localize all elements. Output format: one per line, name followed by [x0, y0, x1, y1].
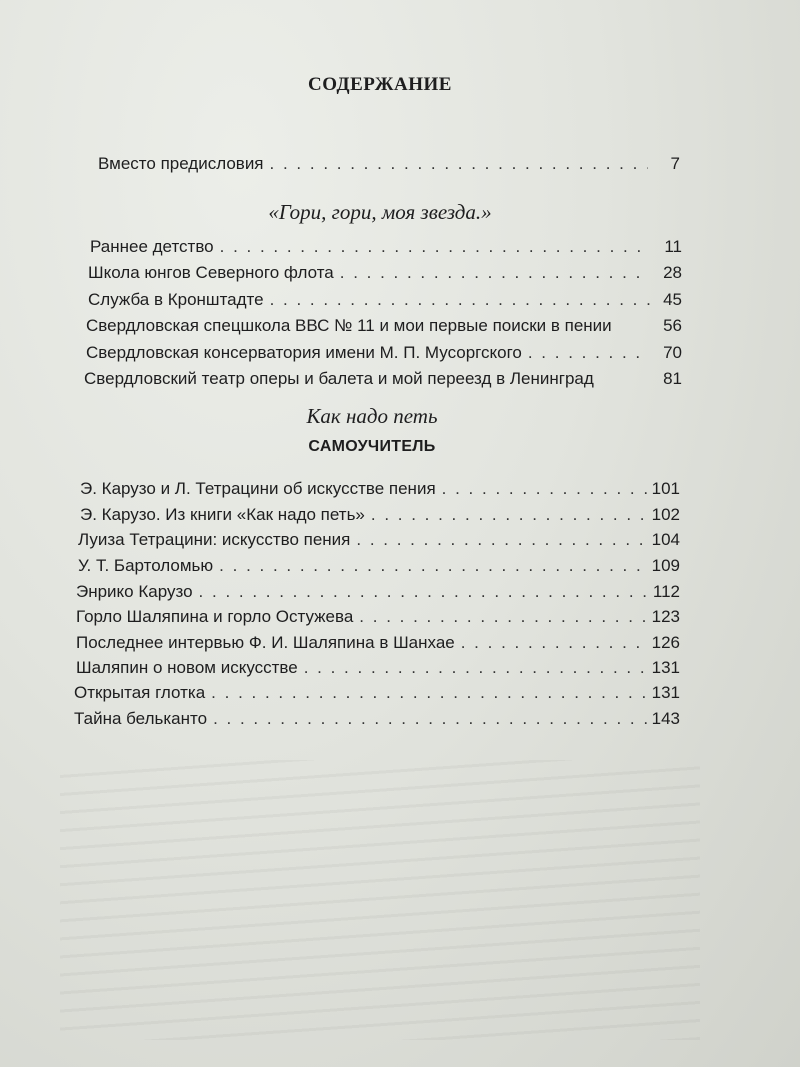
toc-entry [88, 289, 682, 311]
toc-entry-label: У. Т. Бартоломью [78, 556, 214, 575]
toc-entry [74, 682, 680, 704]
toc-entry [90, 236, 682, 258]
leader-dots [340, 262, 650, 284]
toc-entry-label: Свердловская спецшкола ВВС № 11 и мои первые поиски в пении [86, 316, 612, 335]
toc-title: СОДЕРЖАНИЕ [308, 74, 452, 95]
toc-entry-page: 126 [651, 633, 680, 652]
toc-entry [76, 632, 680, 654]
toc-entry-intro [98, 153, 680, 175]
toc-entry [80, 478, 680, 500]
toc-entry-label: Свердловский театр оперы и балета и мой переезд в Ленинград [84, 369, 594, 388]
toc-entry-page: 45 [663, 290, 682, 309]
toc-entry-page: 56 [663, 316, 682, 335]
toc-entry [78, 529, 680, 551]
toc-entry-page: 11 [664, 237, 682, 256]
leader-dots [528, 342, 650, 364]
toc-entry-label: Шаляпин о новом искусстве [76, 658, 298, 677]
toc-entry-label: Последнее интервью Ф. И. Шаляпина в Шанхае [76, 633, 455, 652]
toc-entry-label: Раннее детство [90, 237, 214, 256]
toc-entry-page: 28 [663, 263, 682, 282]
leader-dots [270, 153, 648, 175]
toc-entry-label: Луиза Тетрацини: искусство пения [78, 530, 351, 549]
toc-entry-page: 131 [651, 683, 680, 702]
leader-dots [211, 682, 647, 704]
leader-dots [219, 555, 647, 577]
toc-entry [76, 657, 680, 679]
toc-entry-page: 7 [670, 154, 680, 173]
part2-title: Как надо петь [306, 404, 438, 428]
toc-entry-page: 81 [663, 369, 682, 388]
toc-entry-label: Тайна бельканто [74, 709, 208, 728]
toc-entry [86, 315, 682, 337]
toc-entry-page: 104 [651, 530, 680, 549]
leader-dots [461, 632, 648, 654]
toc-entry-page: 102 [651, 505, 680, 524]
toc-entry-label: Свердловская консерватория имени М. П. Мусоргского [86, 343, 522, 362]
toc-entry-label: Э. Карузо. Из книги «Как надо петь» [80, 505, 365, 524]
leader-dots [304, 657, 648, 679]
leader-dots [356, 529, 647, 551]
toc-entry-page: 70 [663, 343, 682, 362]
leader-dots [270, 289, 650, 311]
toc-entry-label: Открытая глотка [74, 683, 206, 702]
leader-dots [442, 478, 648, 500]
leader-dots [220, 236, 650, 258]
toc-entry [88, 262, 682, 284]
toc-entry-page: 112 [652, 582, 680, 601]
toc-entry [76, 581, 680, 603]
toc-entry-label: Вместо предисловия [98, 154, 264, 173]
leader-dots [213, 708, 648, 730]
toc-entry [80, 504, 680, 526]
toc-entry-page: 131 [651, 658, 680, 677]
toc-entry [84, 368, 682, 390]
toc-entry-page: 109 [651, 556, 680, 575]
toc-entry-page: 101 [651, 479, 680, 498]
toc-entry [76, 606, 680, 628]
toc-entry [74, 708, 680, 730]
part2-subtitle: САМОУЧИТЕЛЬ [308, 438, 436, 455]
toc-entry [86, 342, 682, 364]
toc-entry-label: Школа юнгов Северного флота [88, 263, 334, 282]
part1-title: «Гори, гори, моя звезда.» [268, 200, 492, 224]
toc-entry-label: Э. Карузо и Л. Тетрацини об искусстве пения [80, 479, 436, 498]
toc-entry-label: Энрико Карузо [76, 582, 193, 601]
toc-entry-page: 123 [651, 607, 680, 626]
leader-dots [371, 504, 648, 526]
toc-entry-page: 143 [651, 709, 680, 728]
toc-entry [78, 555, 680, 577]
toc-entry-label: Горло Шаляпина и горло Остужева [76, 607, 354, 626]
toc-entry-label: Служба в Кронштадте [88, 290, 264, 309]
leader-dots [199, 581, 648, 603]
leader-dots [359, 606, 647, 628]
